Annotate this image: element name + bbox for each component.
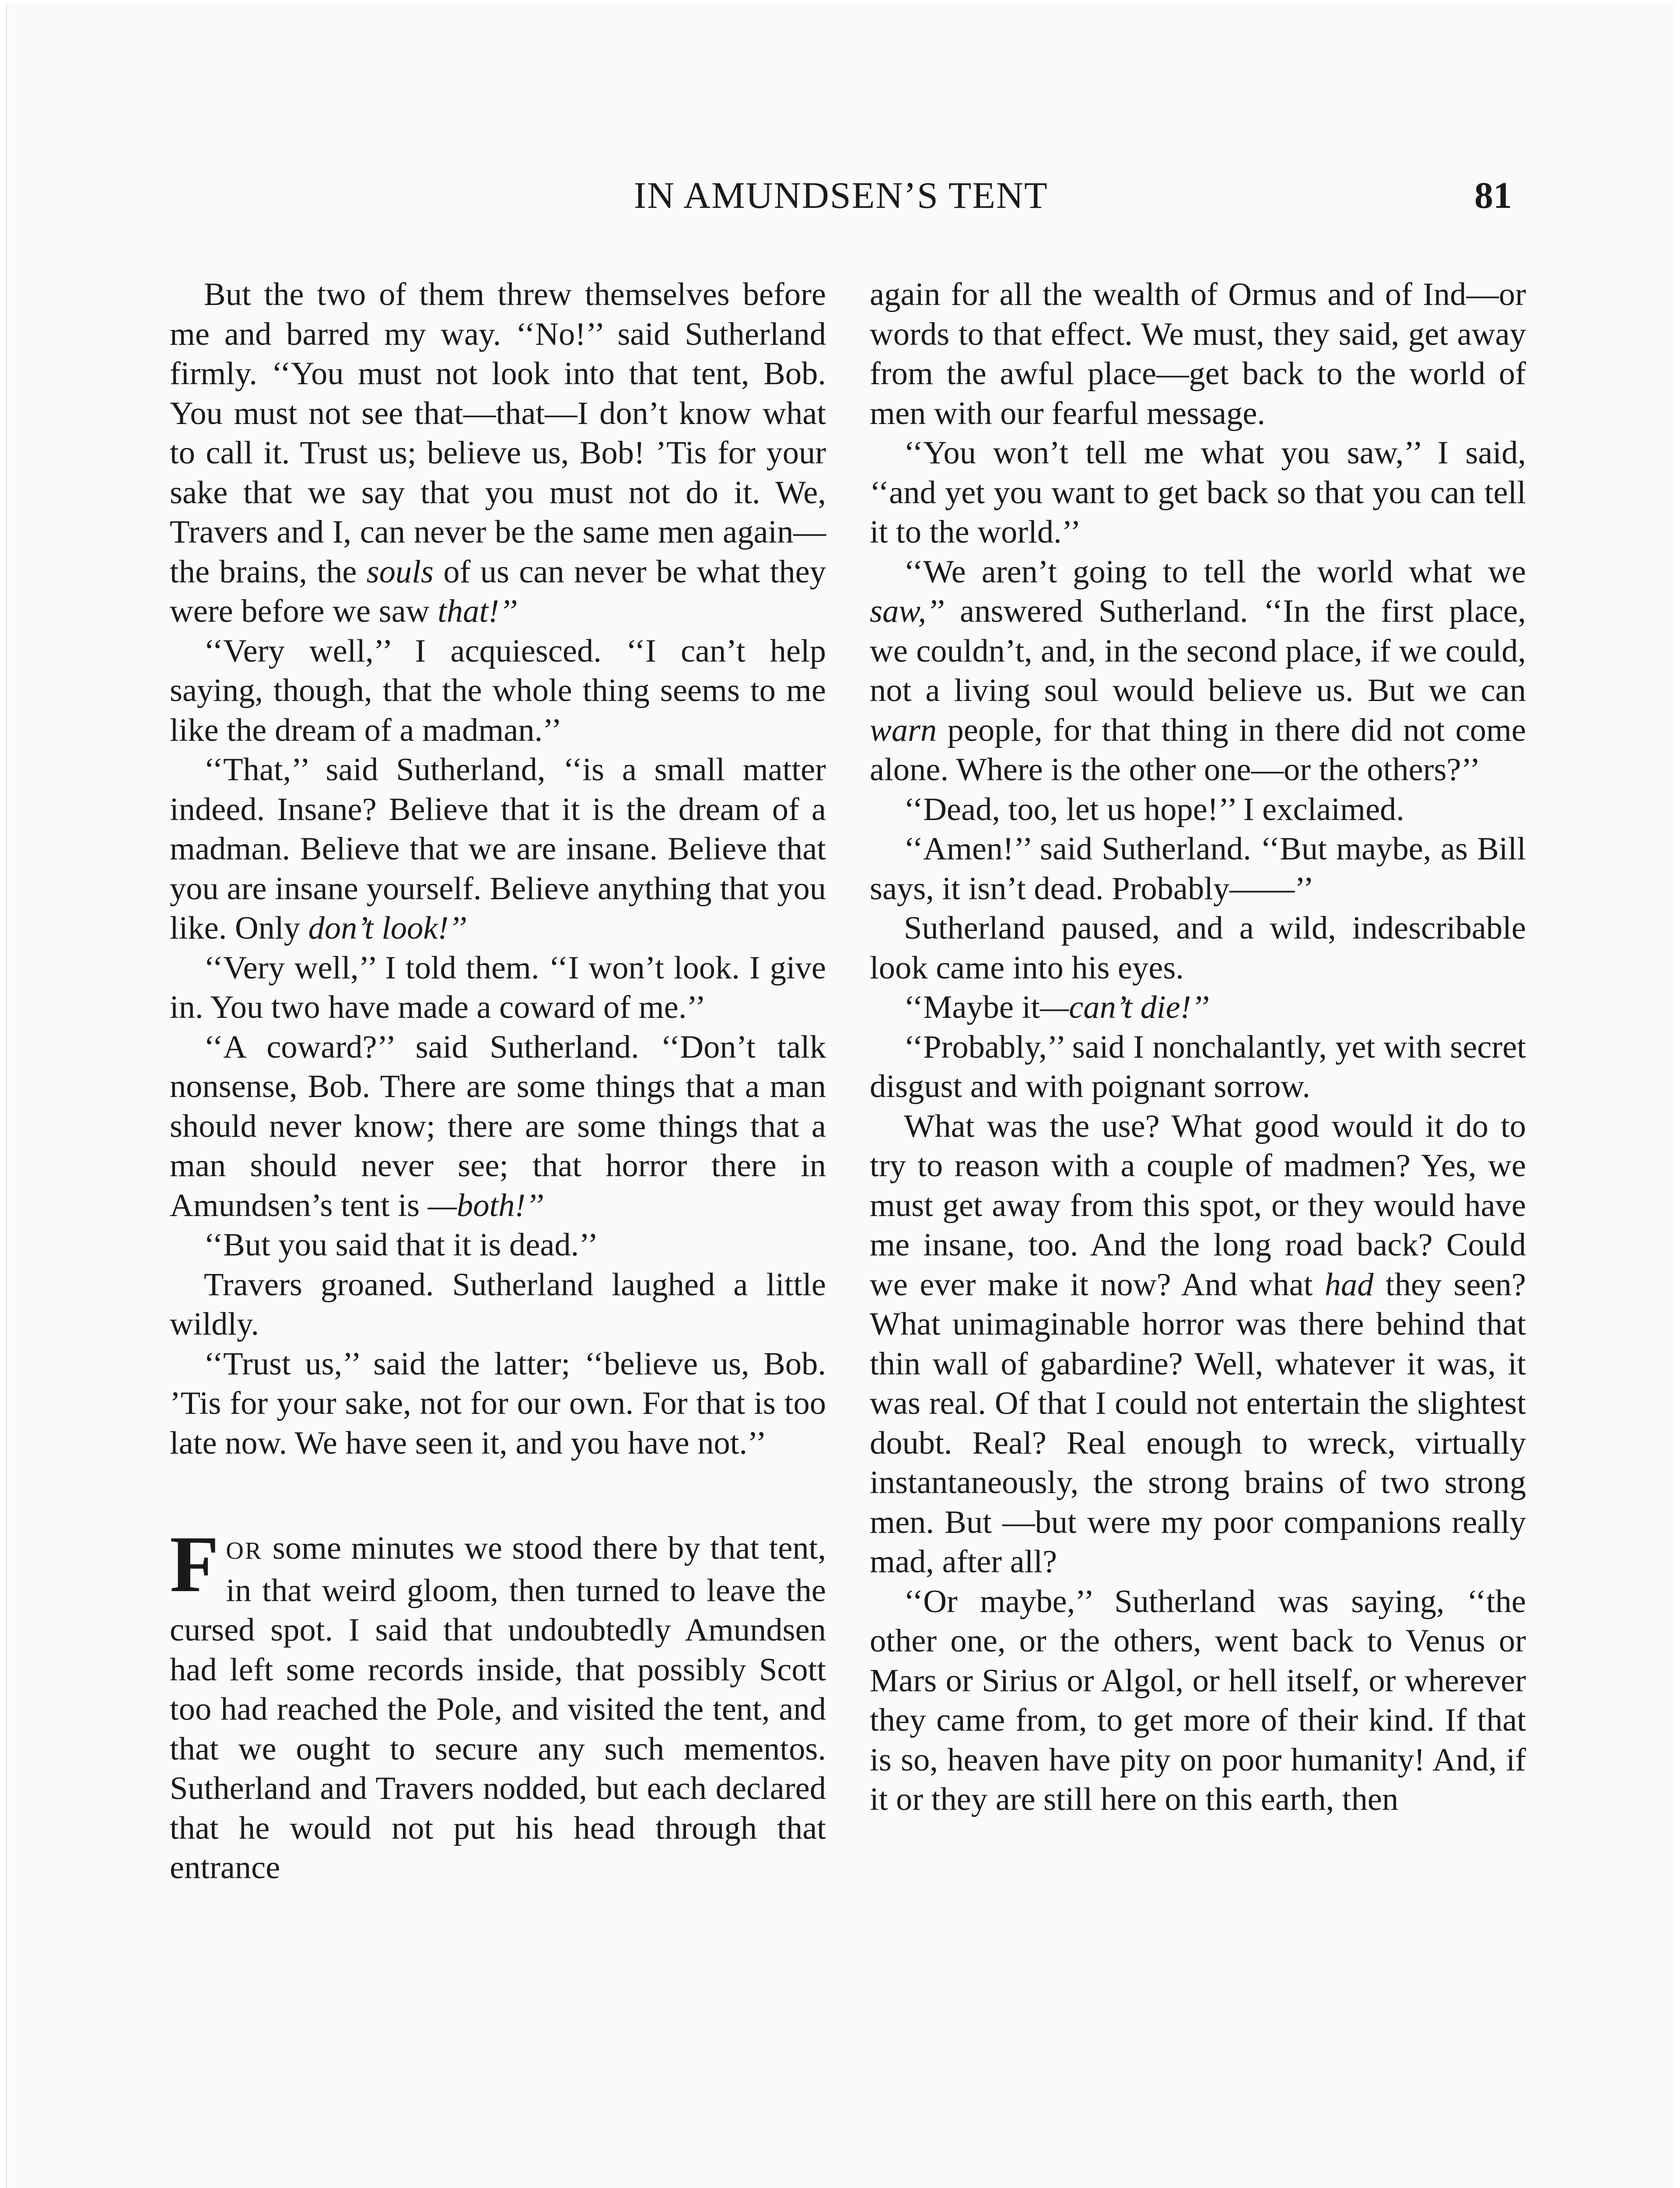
paragraph: ‘‘We aren’t going to tell the world what we saw,’’ answered Sutherland. ‘‘In the first place, we couldn’t, and, in the second place, if we could, not a living soul would believe us. But we can warn people, for that thing in there did not come alone. Where is the other one—or the others?’’ bbox=[870, 554, 1526, 788]
page-number: 81 bbox=[1474, 174, 1512, 216]
paragraph: ‘‘That,’’ said Sutherland, ‘‘is a small matter indeed. Insane? Believe that it is the dream of a madman. Believe that we are insane. Believe that you are insane yourself. Believe anything that you like. Only don’t look!’’ bbox=[170, 752, 826, 946]
right-text-column bbox=[870, 275, 1526, 1820]
drop-cap: F bbox=[170, 1519, 219, 1609]
paragraph: ‘‘Very well,’’ I told them. ‘‘I won’t look. I give in. You two have made a coward of me.’’ bbox=[170, 950, 826, 1025]
book-page bbox=[6, 3, 1675, 2188]
paragraph: Travers groaned. Sutherland laughed a little wildly. bbox=[170, 1266, 826, 1342]
running-title: IN AMUNDSEN’S TENT bbox=[634, 174, 1048, 216]
small-caps-lead: OR bbox=[226, 1537, 263, 1564]
paragraph: ‘‘Maybe it—can’t die!’’ bbox=[904, 989, 1209, 1025]
paragraph: ‘‘A coward?’’ said Sutherland. ‘‘Don’t talk nonsense, Bob. There are some things that a man should never know; there are some things that a man should never see; that horror there in Amundsen’s tent is —both!’’ bbox=[170, 1029, 826, 1224]
left-text-column bbox=[170, 275, 826, 1888]
paragraph: ‘‘Probably,’’ said I nonchalantly, yet with secret disgust and with poignant sorrow. bbox=[870, 1029, 1526, 1105]
paragraph: ‘‘But you said that it is dead.’’ bbox=[204, 1227, 598, 1263]
paragraph: What was the use? What good would it do to try to reason with a couple of madmen? Yes, we must get away from this spot, or they would have me insane, too. And the long road back? Could we ever make it now? And what had they seen? What unimaginable horror was there behind that thin wall of gabardine? Well, whatever it was, it was real. Of that I could not entertain the slightest doubt. Real? Real enough to wreck, virtually instantaneously, the strong brains of two strong men. But —but were my poor companions really mad, after all? bbox=[870, 1108, 1526, 1580]
page-header bbox=[170, 173, 1512, 221]
paragraph: ‘‘You won’t tell me what you saw,’’ I said, ‘‘and yet you want to get back so that you can tell it to the world.’’ bbox=[870, 435, 1526, 550]
paragraph: again for all the wealth of Ormus and of Ind—or words to that effect. We must, they said, get away from the awful place—get back to the world of men with our fearful message. bbox=[870, 277, 1526, 431]
paragraph: ‘‘Very well,’’ I acquiesced. ‘‘I can’t help saying, though, that the whole thing seems to me like the dream of a madman.’’ bbox=[170, 633, 826, 748]
section-opening-paragraph: FOR some minutes we stood there by that tent, in that weird gloom, then turned to leave the cursed spot. I said that undoubtedly Amundsen had left some records inside, that possibly Scott too had reached the Pole, and visited the tent, and that we ought to secure any such mementos. Sutherland and Travers nodded, but each declared that he would not put his head through that entrance bbox=[170, 1519, 826, 1886]
paragraph: Sutherland paused, and a wild, indescribable look came into his eyes. bbox=[870, 910, 1526, 986]
paragraph: ‘‘Trust us,’’ said the latter; ‘‘believe us, Bob. ’Tis for your sake, not for our own. For that is too late now. We have seen it, and you have not.’’ bbox=[170, 1346, 826, 1461]
paragraph: But the two of them threw themselves before me and barred my way. ‘‘No!’’ said Sutherland firmly. ‘‘You must not look into that tent, Bob. You must not see that—that—I don’t know what to call it. Trust us; believe us, Bob! ’Tis for your sake that we say that you must not do it. We, Travers and I, can never be the same men again—the brains, the souls of us can never be what they were before we saw that!’’ bbox=[170, 277, 826, 629]
paragraph: ‘‘Dead, too, let us hope!’’ I exclaimed. bbox=[904, 791, 1404, 828]
paragraph: ‘‘Or maybe,’’ Sutherland was saying, ‘‘the other one, or the others, went back to Venus or Mars or Sirius or Algol, or hell itself, or wherever they came from, to get more of their kind. If that is so, heaven have pity on poor humanity! And, if it or they are still here on this earth, then bbox=[870, 1583, 1526, 1817]
paragraph: ‘‘Amen!’’ said Sutherland. ‘‘But maybe, as Bill says, it isn’t dead. Probably——’’ bbox=[870, 831, 1526, 907]
